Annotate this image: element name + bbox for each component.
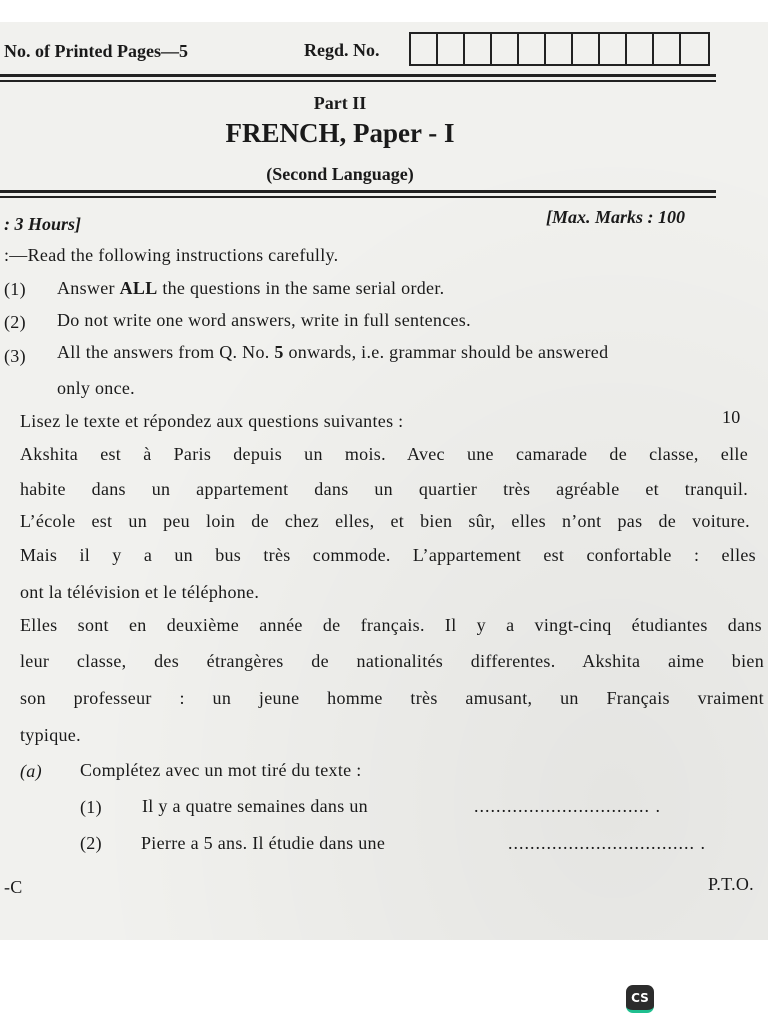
passage-line-1: Akshita est à Paris depuis un mois. Avec une camarade de classe, elle bbox=[20, 444, 748, 464]
header-rule-top bbox=[0, 74, 716, 77]
fill-blank-2-number: (2) bbox=[80, 833, 102, 853]
passage-line-3: L’école est un peu loin de chez elles, et bien sûr, elles n’ont pas de voiture. bbox=[20, 511, 750, 531]
fill-blank-2-text: Pierre a 5 ans. Il étudie dans une bbox=[141, 833, 386, 853]
instruction-number-2: (2) bbox=[4, 312, 26, 332]
printed-pages-count: No. of Printed Pages—5 bbox=[4, 41, 188, 61]
instruction-3-continued: only once. bbox=[57, 378, 135, 398]
question-marks: 10 bbox=[722, 407, 741, 427]
passage-line-6: Elles sont en deuxième année de français. Il y a vingt-cinq étudiantes dans bbox=[20, 615, 762, 635]
please-turn-over: P.T.O. bbox=[708, 874, 754, 894]
title-rule-top bbox=[0, 190, 716, 193]
part-label: Part II bbox=[313, 93, 367, 113]
sub-question-a-text: Complétez avec un mot tiré du texte : bbox=[80, 760, 362, 780]
fill-blank-1-line: ................................ . bbox=[474, 796, 661, 816]
max-marks: [Max. Marks : 100 bbox=[546, 207, 686, 227]
paper-code: -C bbox=[4, 877, 23, 897]
instruction-1: Answer ALL the questions in the same serial order. bbox=[57, 278, 445, 298]
question-prompt: Lisez le texte et répondez aux questions suivantes : bbox=[20, 411, 404, 431]
regd-no-label: Regd. No. bbox=[304, 40, 380, 60]
paper-subtitle: (Second Language) bbox=[266, 164, 414, 184]
fill-blank-2-line: .................................. . bbox=[508, 833, 706, 853]
instruction-3: All the answers from Q. No. 5 onwards, i.e. grammar should be answered bbox=[57, 342, 609, 362]
passage-line-7: leur classe, des étrangères de nationalités differentes. Akshita aime bien bbox=[20, 651, 764, 671]
passage-line-4: Mais il y a un bus très commode. L’appartement est confortable : elles bbox=[20, 545, 756, 565]
passage-line-5: ont la télévision et le téléphone. bbox=[20, 582, 260, 602]
sub-question-a-label: (a) bbox=[20, 761, 42, 781]
passage-line-2: habite dans un appartement dans un quartier très agréable et tranquil. bbox=[20, 479, 748, 499]
camscanner-logo-icon: CS bbox=[626, 985, 654, 1013]
passage-line-8: son professeur : un jeune homme très amusant, un Français vraiment bbox=[20, 688, 764, 708]
fill-blank-1-number: (1) bbox=[80, 797, 102, 817]
paper-title: FRENCH, Paper - I bbox=[225, 118, 455, 148]
fill-blank-1-text: Il y a quatre semaines dans un bbox=[142, 796, 368, 816]
instructions-intro: :—Read the following instructions carefully. bbox=[4, 245, 339, 265]
passage-line-9: typique. bbox=[20, 725, 81, 745]
title-rule-bottom bbox=[0, 196, 716, 198]
header-rule-bottom bbox=[0, 80, 716, 82]
exam-duration: : 3 Hours] bbox=[4, 214, 82, 234]
instruction-number-1: (1) bbox=[4, 279, 26, 299]
instruction-2: Do not write one word answers, write in full sentences. bbox=[57, 310, 471, 330]
instruction-number-3: (3) bbox=[4, 346, 26, 366]
regd-no-boxes bbox=[409, 32, 710, 66]
